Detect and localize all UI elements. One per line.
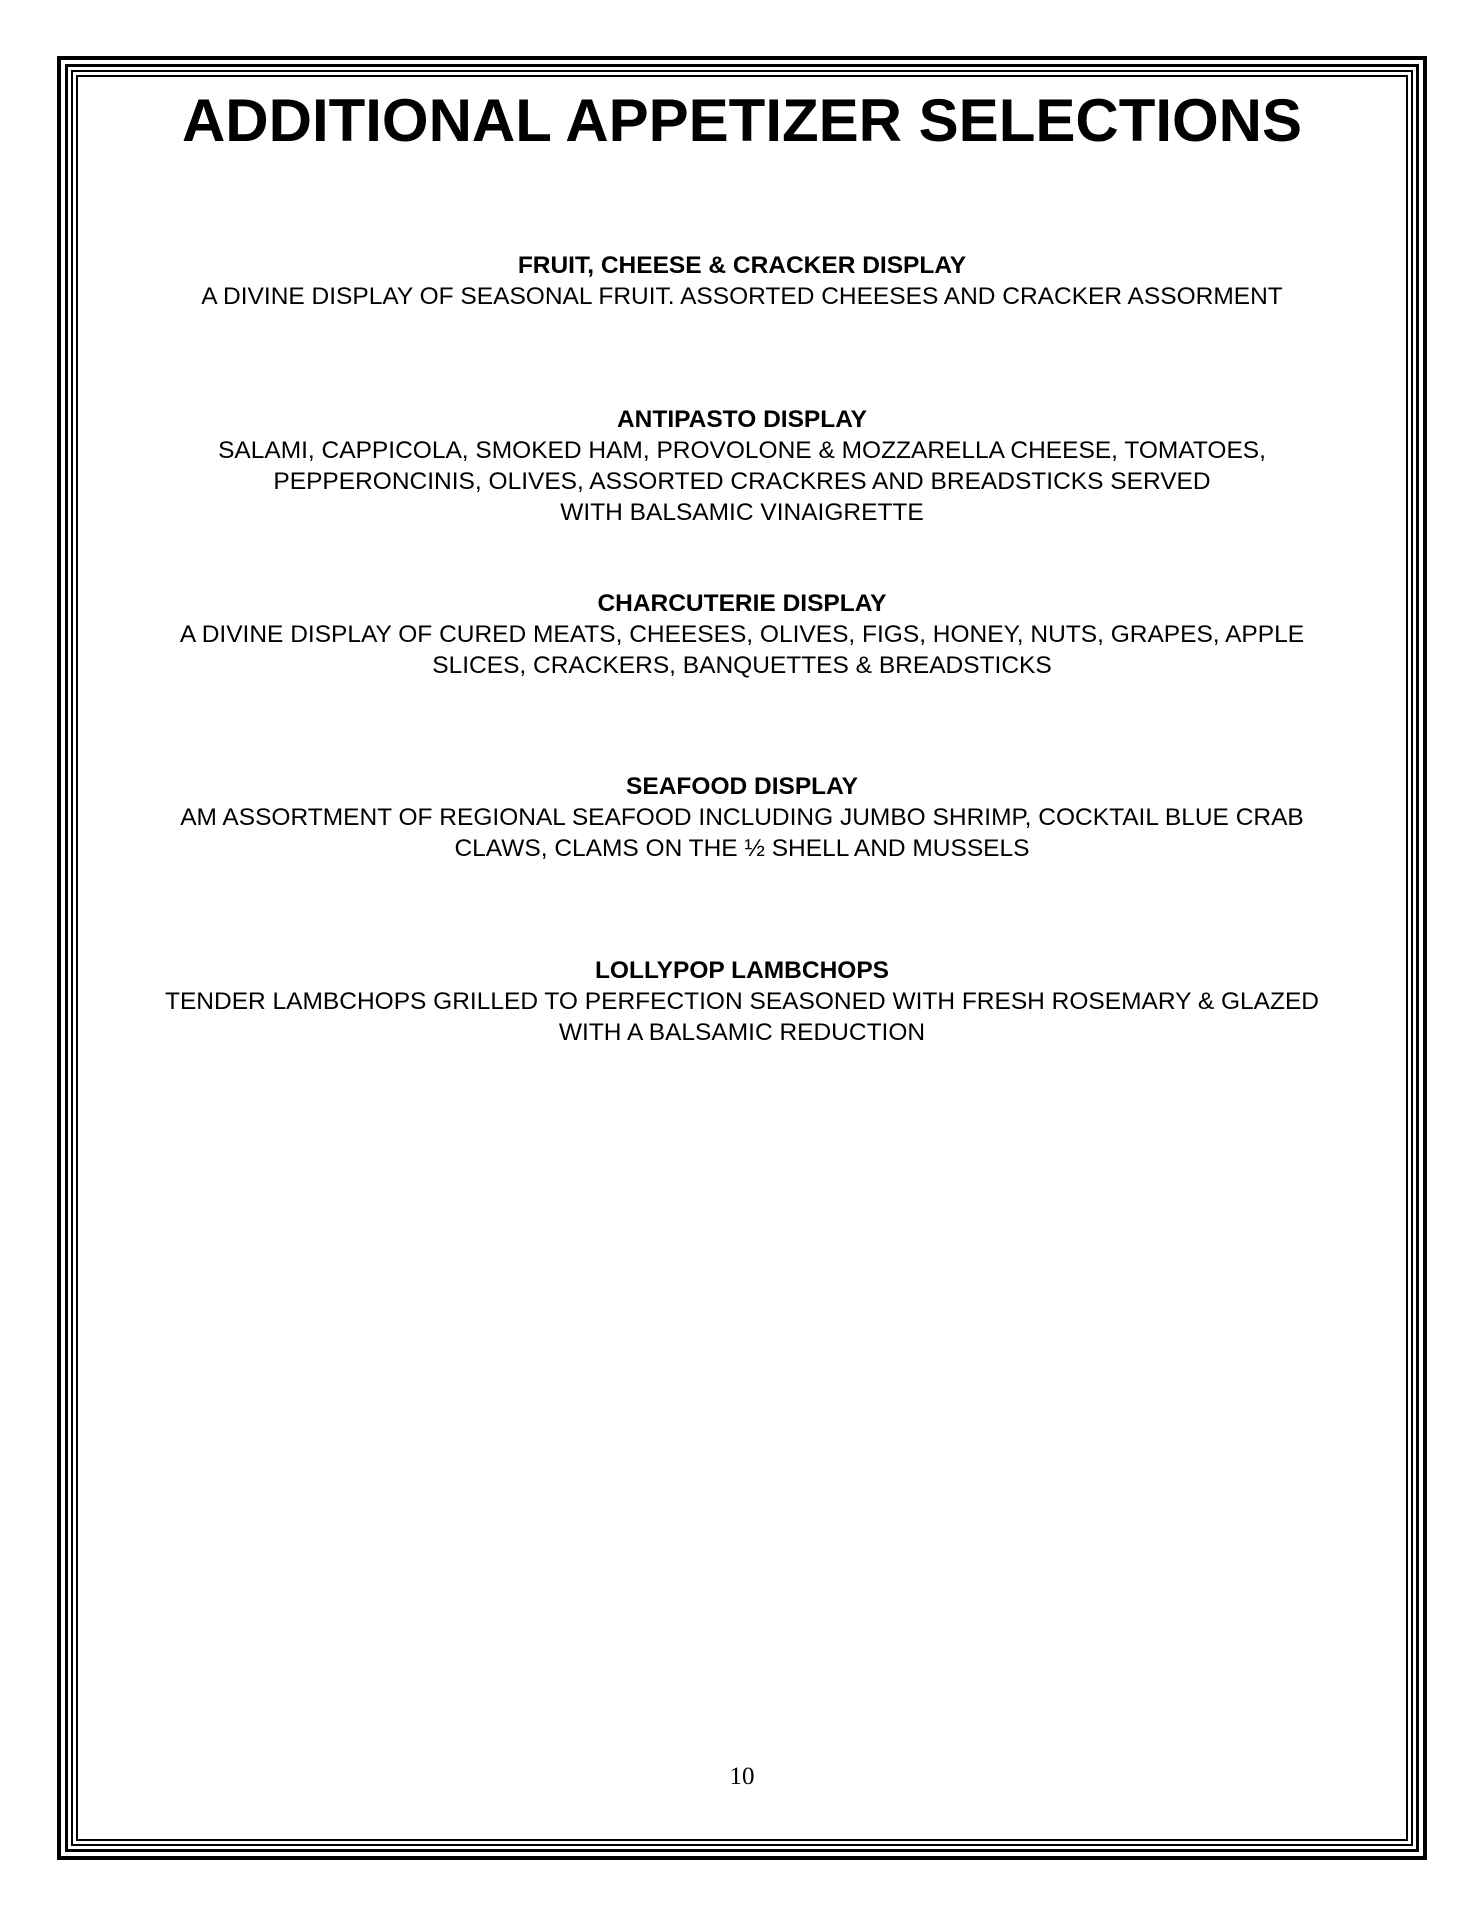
menu-item-description: A DIVINE DISPLAY OF CURED MEATS, CHEESES, OLIVES, FIGS, HONEY, NUTS, GRAPES, APPLE SLICES, CRACKERS, BANQUETTES & BREADSTICKS xyxy=(179,621,1305,679)
menu-item-name: CHARCUTERIE DISPLAY xyxy=(597,590,887,617)
menu-item-description: TENDER LAMBCHOPS GRILLED TO PERFECTION SEASONED WITH FRESH ROSEMARY & GLAZED WITH A BALSAMIC REDUCTION xyxy=(165,988,1319,1046)
menu-item-antipasto xyxy=(90,404,1394,528)
menu-item-description: SALAMI, CAPPICOLA, SMOKED HAM, PROVOLONE & MOZZARELLA CHEESE, TOMATOES, PEPPERONCINIS, OLIVES, ASSORTED CRACKRES AND BREADSTICKS SERVED WITH BALSAMIC VINAIGRETTE xyxy=(218,437,1266,526)
menu-item-description: AM ASSORTMENT OF REGIONAL SEAFOOD INCLUDING JUMBO SHRIMP, COCKTAIL BLUE CRAB CLAWS, CLAMS ON THE ½ SHELL AND MUSSELS xyxy=(180,804,1304,862)
page-number: 10 xyxy=(729,1763,755,1790)
menu-item-lambchops xyxy=(90,955,1394,1048)
menu-item-description: A DIVINE DISPLAY OF SEASONAL FRUIT. ASSORTED CHEESES AND CRACKER ASSORMENT xyxy=(201,283,1283,310)
menu-item-charcuterie xyxy=(90,588,1394,681)
menu-item-name: SEAFOOD DISPLAY xyxy=(626,773,858,800)
menu-item-name: LOLLYPOP LAMBCHOPS xyxy=(594,957,890,984)
menu-item-fruit-cheese-cracker xyxy=(90,250,1394,312)
page-title: ADDITIONAL APPETIZER SELECTIONS xyxy=(181,87,1303,154)
menu-item-name: ANTIPASTO DISPLAY xyxy=(616,406,868,433)
menu-item-name: FRUIT, CHEESE & CRACKER DISPLAY xyxy=(517,252,967,279)
menu-item-seafood xyxy=(90,771,1394,864)
